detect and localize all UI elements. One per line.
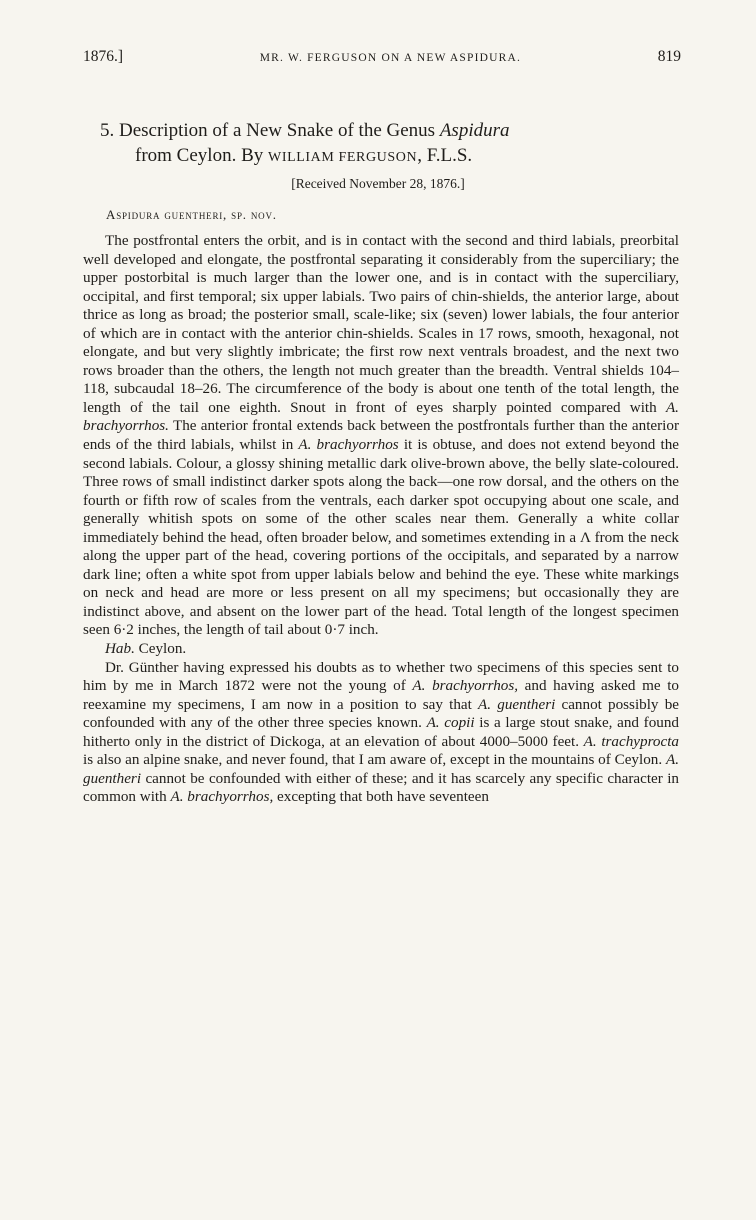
article-title — [100, 118, 676, 170]
description-paragraph: The postfrontal enters the orbit, and is in contact with the second and third labials, preorbital well developed and elongate, the postfrontal separating it considerably from the superciliary; the upper postorbital is much larger than the lower one, and is in contact with the superciliary, occipital, and first temporal; six upper labials. Two pairs of chin-shields, the anterior large, about thrice as long as broad; the posterior small, scale-like; six (seven) lower labials, the four anterior of which are in contact with the anterior chin-shields. Scales in 17 rows, smooth, hexagonal, not elongate, and but very slightly imbricate; the first row next ventrals broadest, and the next two rows broader than the others, the length not much greater than the breadth. Ventral shields 104–118, subcaudal 18–26. The circumference of the body is about one tenth of the total length, the length of the tail one eighth. Snout in front of eyes sharply pointed compared with A. brachyorrhos. The anterior frontal extends back between the postfrontals further than the anterior ends of the third labials, whilst in A. brachyorrhos it is obtuse, and does not extend beyond the second labials. Colour, a glossy shining metallic dark olive-brown above, the belly slate-coloured. Three rows of small indistinct darker spots along the back—one row dorsal, and the others on the fourth or fifth row of scales from the ventrals, each darker spot occupying about one scale, and generally whitish spots on some of the other scales near them. Generally a white collar immediately behind the head, often broader below, and sometimes extending in a Λ from the neck along the upper part of the head, covering portions of the occipitals, and separated by a narrow dark line; often a white spot from upper labials below and behind the eye. These white markings on neck and head are more or less present on all my specimens; but occasionally they are indistinct above, and absent on the lower part of the head. Total length of the longest specimen seen 6·2 inches, the length of tail about 0·7 inch. — [83, 232, 679, 639]
title-genus: Aspidura — [439, 120, 510, 141]
title-line-1: 5. Description of a New Snake of the Genus Aspidura — [100, 120, 510, 141]
running-head-year: 1876.] — [83, 48, 124, 65]
running-head — [83, 48, 681, 66]
author-name: WILLIAM FERGUSON — [268, 150, 418, 165]
species-heading: Aspidura guentheri, sp. nov. — [106, 207, 277, 222]
habitat-line: Hab. Ceylon. — [105, 640, 187, 658]
title-line-2: from Ceylon. By WILLIAM FERGUSON, F.L.S. — [135, 145, 473, 166]
article-body — [83, 232, 679, 807]
running-head-title: MR. W. FERGUSON ON A NEW ASPIDURA. — [259, 52, 522, 64]
page-number: 819 — [657, 48, 681, 65]
received-date: [Received November 28, 1876.] — [291, 176, 465, 191]
discussion-paragraph: Dr. Günther having expressed his doubts as to whether two specimens of this species sent to him by me in March 1872 were not the young of A. brachyorrhos, and having asked me to reexamine my specimens, I am now in a position to say that A. guentheri cannot possibly be confounded with any of the other three species known. A. copii is a large stout snake, and found hitherto only in the district of Dickoga, at an elevation of about 4000–5000 feet. A. trachyprocta is also an alpine snake, and never found, that I am aware of, except in the mountains of Ceylon. A. guentheri cannot be confounded with either of these; and it has scarcely any specific character in common with A. brachyorrhos, excepting that both have seventeen — [83, 658, 679, 806]
